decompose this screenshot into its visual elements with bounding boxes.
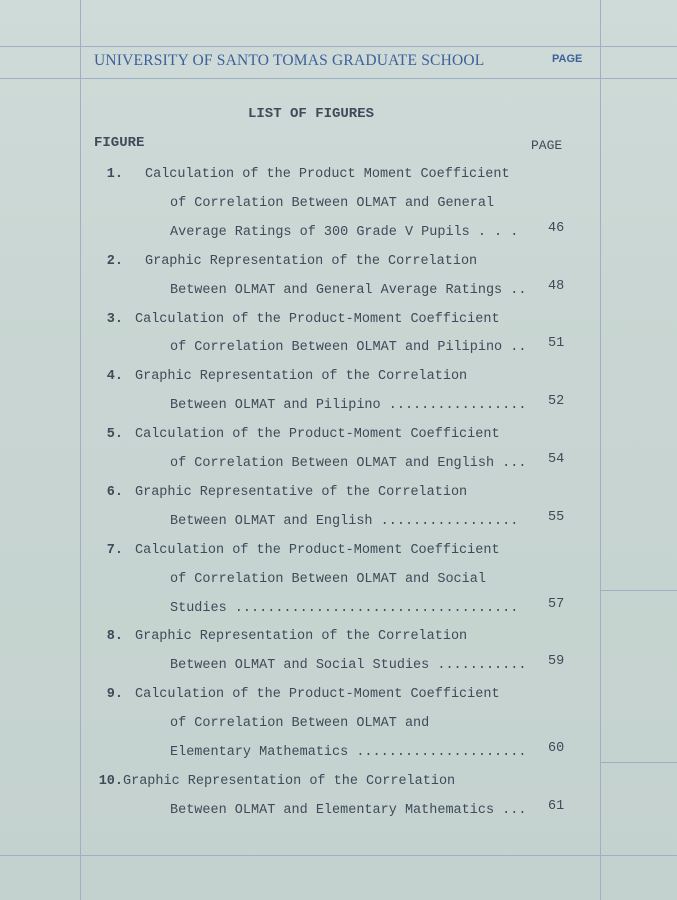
figure-page-number: 57 — [548, 596, 565, 612]
figure-caption-line: of Correlation Between OLMAT and General — [170, 195, 495, 211]
figure-number: 6. — [106, 484, 123, 500]
figure-number: 10. — [98, 773, 123, 789]
frame-line-header — [0, 78, 677, 79]
figure-caption-line: Between OLMAT and Social Studies ........... — [170, 658, 527, 674]
figure-caption-line: Calculation of the Product Moment Coefficient — [145, 167, 510, 182]
header-page-label: PAGE — [552, 53, 583, 65]
figure-page-number: 46 — [548, 220, 565, 236]
figure-caption-line: Graphic Representation of the Correlation — [123, 773, 456, 789]
page-title: LIST OF FIGURES — [247, 106, 375, 122]
figure-page-number: 61 — [548, 798, 565, 814]
figure-caption-line: Between OLMAT and General Average Ratings .. — [170, 282, 527, 298]
frame-line-right-mark — [600, 590, 677, 591]
figure-page-number: 60 — [548, 741, 565, 756]
figure-number: 9. — [106, 687, 123, 703]
figure-caption-line: Calculation of the Product-Moment Coefficient — [135, 311, 500, 327]
figure-page-number: 52 — [548, 394, 565, 410]
figure-number: 3. — [106, 311, 123, 327]
figure-caption-line: of Correlation Between OLMAT and English ... — [170, 456, 527, 471]
figure-number: 1. — [106, 167, 123, 182]
figure-caption-line: Graphic Representative of the Correlation — [135, 484, 468, 500]
figure-caption-line: Elementary Mathematics ..................... — [170, 745, 527, 760]
figure-page-number: 54 — [548, 452, 565, 467]
figure-caption-line: Average Ratings of 300 Grade V Pupils . . . — [170, 224, 519, 240]
figure-caption-line: of Correlation Between OLMAT and — [170, 716, 430, 732]
figure-caption-line: Calculation of the Product-Moment Coefficient — [135, 542, 500, 558]
figure-page-number: 55 — [548, 509, 565, 525]
figure-caption-line: Calculation of the Product-Moment Coefficient — [135, 427, 500, 443]
frame-line-bottom — [0, 855, 677, 856]
frame-line-top — [0, 46, 677, 47]
frame-line-right — [600, 0, 601, 900]
figure-page-number: 48 — [548, 278, 565, 294]
figure-number: 8. — [106, 629, 123, 645]
figure-caption-line: of Correlation Between OLMAT and Pilipino .. — [170, 340, 527, 356]
figure-caption-line: Calculation of the Product-Moment Coefficient — [135, 687, 500, 703]
school-name: UNIVERSITY OF SANTO TOMAS GRADUATE SCHOOL — [94, 52, 485, 69]
figure-caption-line: Between OLMAT and English ................. — [170, 513, 519, 529]
figure-page-number: 59 — [548, 654, 565, 670]
figure-caption-line: Studies ................................... — [170, 600, 519, 616]
column-header-page: PAGE — [531, 138, 563, 153]
figure-number: 4. — [106, 369, 123, 385]
figure-caption-line: Graphic Representation of the Correlation — [145, 253, 478, 269]
figure-number: 7. — [106, 542, 123, 558]
figure-caption-line: Graphic Representation of the Correlation — [135, 369, 468, 385]
frame-line-left — [80, 0, 81, 900]
figure-number: 5. — [106, 427, 123, 443]
figure-caption-line: of Correlation Between OLMAT and Social — [170, 571, 486, 587]
figure-caption-line: Graphic Representation of the Correlation — [135, 629, 468, 645]
figure-caption-line: Between OLMAT and Elementary Mathematics ... — [170, 802, 527, 818]
column-header-figure: FIGURE — [94, 135, 145, 151]
figure-caption-line: Between OLMAT and Pilipino ................. — [170, 398, 527, 414]
frame-line-right-mark — [600, 762, 677, 763]
figure-number: 2. — [106, 253, 123, 269]
figure-page-number: 51 — [548, 336, 565, 352]
